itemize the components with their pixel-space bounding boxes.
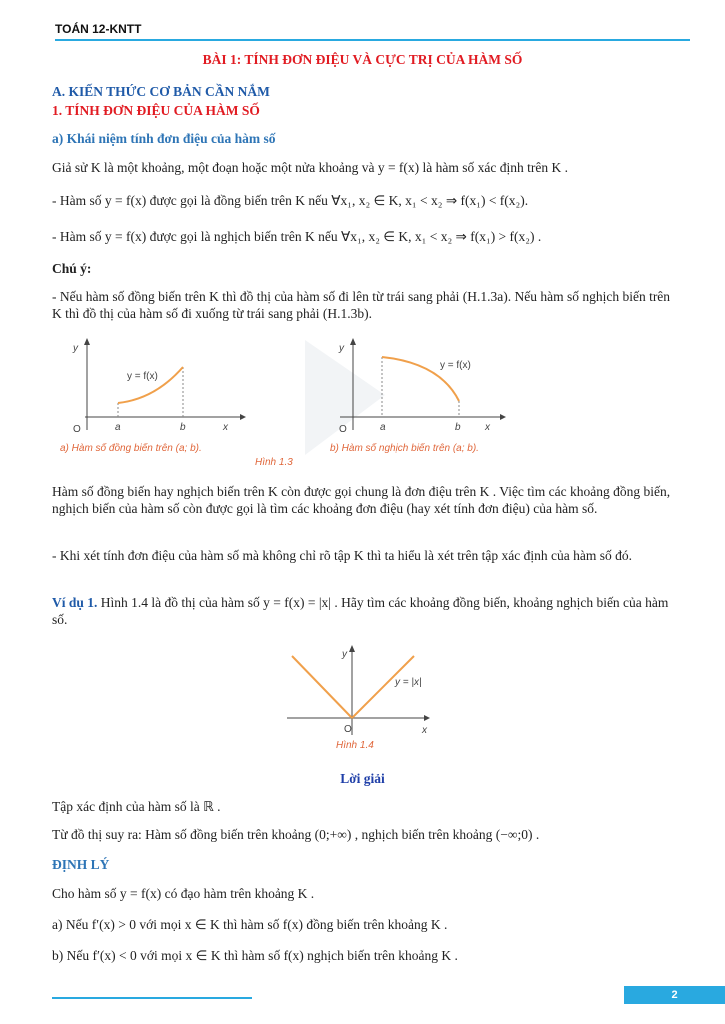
subsection-a-heading: a) Khái niệm tính đơn điệu của hàm số (52, 131, 276, 146)
curve-label: y = |x| (395, 677, 422, 688)
curve-label: y = f(x) (440, 360, 471, 371)
x-axis-arrow-icon (500, 414, 506, 420)
note-text: - Nếu hàm số đồng biến trên K thì đồ thị của hàm số đi lên từ trái sang phải (H.1.3a). Nếu hàm số nghịch biến trên K thì đồ thị của hàm số đi xuống từ trái sang phải (H.1.3b). (52, 289, 671, 321)
caption-right: b) Hàm số nghịch biến trên (a; b). (330, 443, 479, 454)
a-label: a (115, 422, 121, 433)
example-1 (52, 594, 677, 628)
example-text: Hình 1.4 là đồ thị của hàm số y = f(x) = |x| . Hãy tìm các khoảng đồng biến, khoảng nghịch biến của hàm số. (52, 595, 669, 627)
header-divider (55, 39, 690, 41)
b-label: b (455, 422, 461, 433)
footer-divider (52, 997, 252, 999)
b-label: b (180, 422, 186, 433)
figure-1-4 (282, 640, 442, 755)
x-label: x (422, 725, 427, 736)
para-increasing: - Hàm số y = f(x) được gọi là đồng biến trên K nếu ∀x₁, x₂ ∈ K, x₁ < x₂ ⇒ f(x₁) < f(x₂). (52, 193, 529, 208)
x-axis-arrow-icon (240, 414, 246, 420)
lesson-title: BÀI 1: TÍNH ĐƠN ĐIỆU VÀ CỰC TRỊ CỦA HÀM SỐ (202, 52, 523, 67)
y-label: y (73, 343, 78, 354)
para-monotonic: Hàm số đồng biến hay nghịch biến trên K còn được gọi chung là đơn điệu trên K . Việc tìm các khoảng đồng biến, nghịch biến của hàm số còn được gọi là tìm các khoảng đơn điệu (hay xét tính đơn điệu) của hàm số. (52, 484, 671, 516)
x-label: x (223, 422, 228, 433)
theorem-intro: Cho hàm số y = f(x) có đạo hàm trên khoảng K . (52, 886, 315, 901)
a-label: a (380, 422, 386, 433)
theorem-label: ĐỊNH LÝ (52, 857, 110, 872)
y-axis-arrow-icon (84, 338, 90, 345)
abs-left-branch (292, 656, 352, 718)
x-axis-arrow-icon (424, 715, 430, 721)
section-a-heading: A. KIẾN THỨC CƠ BẢN CẦN NẮM (52, 84, 270, 99)
solution-2: Từ đồ thị suy ra: Hàm số đồng biến trên khoảng (0;+∞) , nghịch biến trên khoảng (−∞;0) . (52, 827, 540, 842)
para-domain: - Khi xét tính đơn điệu của hàm số mà không chỉ rõ tập K thì ta hiểu là xét trên tập xác định của hàm số đó. (52, 548, 632, 563)
x-label: x (485, 422, 490, 433)
origin-label: O (73, 424, 81, 435)
curve-label: y = f(x) (127, 371, 158, 382)
y-axis-arrow-icon (349, 645, 355, 652)
note-label: Chú ý: (52, 261, 92, 276)
para-intro: Giả sử K là một khoảng, một đoạn hoặc một nửa khoảng và y = f(x) là hàm số xác định trên K . (52, 160, 569, 175)
y-label: y (342, 649, 347, 660)
watermark-shape (305, 340, 385, 455)
figure-1-4-caption: Hình 1.4 (336, 740, 374, 751)
graph-increasing (60, 338, 246, 454)
para-decreasing: - Hàm số y = f(x) được gọi là nghịch biến trên K nếu ∀x₁, x₂ ∈ K, x₁ < x₂ ⇒ f(x₁) > f(x₂) . (52, 229, 542, 244)
theorem-a: a) Nếu f′(x) > 0 với mọi x ∈ K thì hàm số f(x) đồng biến trên khoảng K . (52, 917, 448, 932)
theorem-b: b) Nếu f′(x) < 0 với mọi x ∈ K thì hàm số f(x) nghịch biến trên khoảng K . (52, 948, 458, 963)
solution-label: Lời giải (340, 771, 385, 786)
figure-1-3-caption: Hình 1.3 (255, 457, 293, 468)
section-1-heading: 1. TÍNH ĐƠN ĐIỆU CỦA HÀM SỐ (52, 103, 260, 118)
figure-1-3 (55, 335, 515, 470)
origin-label: O (344, 724, 352, 735)
y-label: y (339, 343, 344, 354)
origin-label: O (339, 424, 347, 435)
solution-1: Tập xác định của hàm số là ℝ . (52, 799, 221, 814)
example-label: Ví dụ 1. (52, 595, 98, 610)
y-axis-arrow-icon (350, 338, 356, 345)
caption-left: a) Hàm số đồng biến trên (a; b). (60, 443, 202, 454)
page-number: 2 (624, 986, 725, 1004)
header-title: TOÁN 12-KNTT (55, 22, 142, 36)
